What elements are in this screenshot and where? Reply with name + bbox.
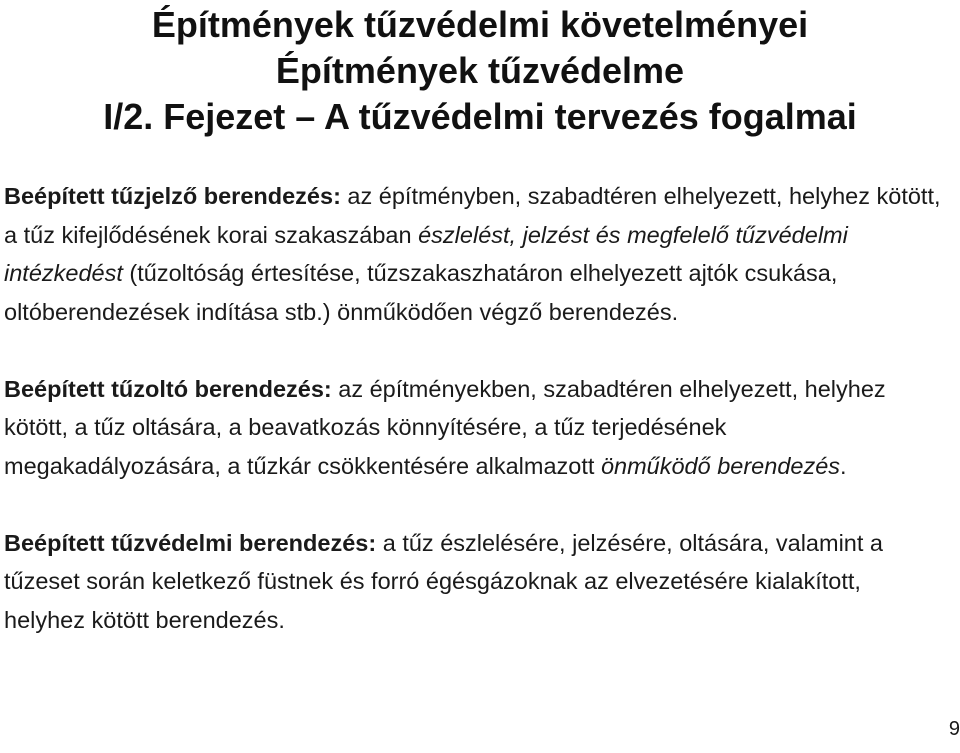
- definition-fire-alarm: [4, 177, 948, 331]
- definition-text-continued: .: [840, 452, 847, 479]
- definitions-list: [4, 177, 948, 639]
- definition-emphasis: önműködő berendezés: [600, 452, 841, 479]
- title-line-1: Építmények tűzvédelmi követelményei: [151, 4, 809, 45]
- definition-emphasis: észlelést, jelzést és megfelelő tűzvédelmi intézkedést: [4, 221, 848, 286]
- definition-term: Beépített tűzjelző berendezés:: [4, 183, 341, 209]
- definition-term: Beépített tűzoltó berendezés:: [4, 375, 332, 402]
- definition-text: az építményben, szabadtéren elhelyezett, helyhez kötött, a tűz kifejlődésének korai szakaszában: [4, 183, 941, 248]
- title-line-2: Építmények tűzvédelme: [275, 50, 685, 91]
- definition-text-continued: (tűzoltóság értesítése, tűzszakaszhatáron elhelyezett ajtók csukása, oltóberendezések indítása stb.) önműködően végző berendezés.: [4, 260, 838, 325]
- definition-term: Beépített tűzvédelmi berendezés:: [4, 529, 377, 556]
- slide-title: [0, 2, 960, 140]
- page-number: 9: [948, 718, 960, 740]
- definition-text: a tűz észlelésére, jelzésére, oltására, valamint a tűzeset során keletkező füstnek és forró égésgázoknak az elvezetésére kialakított, helyhez kötött berendezés.: [4, 529, 883, 633]
- definition-text: az építményekben, szabadtéren elhelyezett, helyhez kötött, a tűz oltására, a beavatkozás könnyítésére, a tűz terjedésének megakadályozására, a tűzkár csökkentésére alkalmazott: [4, 375, 886, 479]
- definition-fire-protection: [4, 524, 948, 640]
- title-line-3: I/2. Fejezet – A tűzvédelmi tervezés fogalmai: [103, 96, 857, 137]
- definition-fire-extinguishing: [4, 370, 948, 486]
